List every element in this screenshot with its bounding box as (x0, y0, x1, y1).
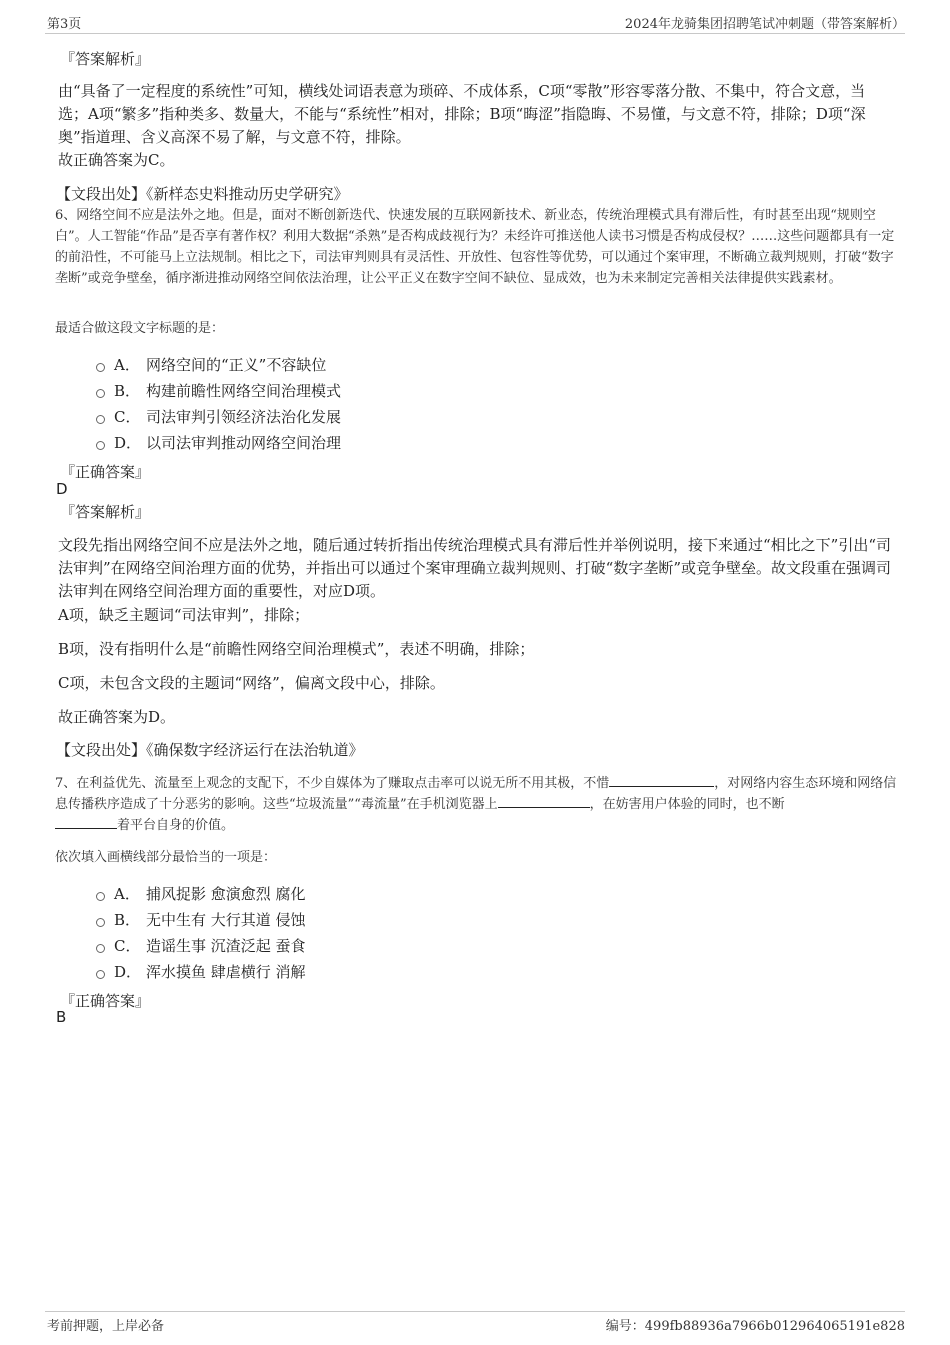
option-text: 无中生有 大行其道 侵蚀 (146, 911, 306, 929)
correct-answer: B (56, 1008, 67, 1026)
option-text: 以司法审判推动网络空间治理 (146, 434, 342, 452)
answer-blank (498, 794, 590, 808)
radio-icon[interactable] (96, 363, 105, 372)
answer-label: 『正确答案』 (60, 992, 151, 1010)
option-letter: B． (114, 382, 141, 400)
question-6-stem: 6、网络空间不应是法外之地。但是，面对不断创新迭代、快速发展的互联网新技术、新业态，传统治理模式具有滞后性，有时甚至出现“规则空白”。人工智能“作品”是否享有著作权？利用大数据“杀熟”是否构成歧视行为？未经许可推送他人读书习惯是否构成侵权？……这些问题都具有一定的前沿性，不可能马上立法规制。相比之下，司法审判则具有灵活性、开放性、包容性等优势，可以通过个案审理，不断确立裁判规则，打破“数字垄断”或竞争壁垒，循序渐进推动网络空间依法治理，让公平正义在数字空间不缺位、显成效，也为未来制定完善相关法律提供实践素材。 (55, 208, 895, 286)
radio-icon[interactable] (96, 970, 105, 979)
stem-part: ，在妨害用户体验的同时，也不断 (589, 797, 785, 812)
document-code: 编号：499fb88936a7966b012964065191e828 (605, 1319, 905, 1334)
question-6-option-c[interactable] (96, 406, 341, 427)
question-7-stem (55, 773, 900, 836)
analysis-option-c: C项，未包含文段的主题词“网络”，偏离文段中心，排除。 (58, 674, 445, 692)
footer-divider (45, 1311, 905, 1312)
question-6-option-b[interactable] (96, 380, 341, 401)
analysis-paragraph: 由“具备了一定程度的系统性”可知，横线处词语表意为琐碎、不成体系，C项“零散”形容零落分散、不集中，符合文意，当选；A项“繁多”指种类多、数量大，不能与“系统性”相对，排除；B项“晦涩”指隐晦、不易懂，与文意不符，排除；D项“深奥”指道理、含义高深不易了解，与文意不符，排除。 (58, 82, 866, 146)
radio-icon[interactable] (96, 441, 105, 450)
option-text: 浑水摸鱼 肆虐横行 消解 (146, 963, 306, 981)
option-letter: D． (114, 963, 142, 981)
stem-part: 着平台自身的价值。 (117, 818, 235, 833)
analysis-conclusion: 故正确答案为D。 (58, 708, 176, 726)
answer-blank (609, 773, 714, 787)
option-letter: D． (114, 434, 142, 452)
option-text: 构建前瞻性网络空间治理模式 (146, 382, 342, 400)
answer-blank (55, 815, 117, 829)
stem-part: ，对网络内容生态环境和网络信息传播秩序造成了十分恶劣的影响。这些“垃圾流量”“毒流量”在手机浏览器上 (55, 776, 897, 812)
source-citation: 【文段出处】《确保数字经济运行在法治轨道》 (56, 741, 364, 759)
answer-label: 『正确答案』 (60, 463, 151, 481)
header-divider (45, 33, 905, 34)
option-letter: B． (114, 911, 141, 929)
question-6-option-a[interactable] (96, 354, 326, 375)
analysis-paragraph: 文段先指出网络空间不应是法外之地，随后通过转折指出传统治理模式具有滞后性并举例说明，接下来通过“相比之下”引出“司法审判”在网络空间治理方面的优势，并指出可以通过个案审理确立裁判规则、打破“数字垄断”或竞争壁垒。故文段重在强调司法审判在网络空间治理方面的重要性，对应D项。 (58, 536, 892, 600)
option-letter: A． (114, 885, 140, 903)
analysis-conclusion: 故正确答案为C。 (58, 151, 175, 169)
option-text: 捕风捉影 愈演愈烈 腐化 (146, 885, 306, 903)
option-text: 造谣生事 沉渣泛起 蚕食 (146, 937, 306, 955)
radio-icon[interactable] (96, 918, 105, 927)
question-7-option-b[interactable] (96, 909, 306, 930)
analysis-option-b: B项，没有指明什么是“前瞻性网络空间治理模式”，表述不明确，排除； (58, 640, 535, 658)
document-title: 2024年龙骑集团招聘笔试冲刺题（带答案解析） (624, 17, 905, 32)
radio-icon[interactable] (96, 892, 105, 901)
question-6-prompt: 最适合做这段文字标题的是： (55, 321, 225, 336)
option-letter: C． (114, 408, 141, 426)
analysis-label: 『答案解析』 (60, 50, 151, 68)
option-text: 司法审判引领经济法治化发展 (146, 408, 342, 426)
option-letter: A． (114, 356, 140, 374)
correct-answer: D (56, 480, 68, 498)
radio-icon[interactable] (96, 415, 105, 424)
question-7-option-a[interactable] (96, 883, 306, 904)
footer-slogan: 考前押题，上岸必备 (47, 1319, 165, 1334)
question-7-option-d[interactable] (96, 961, 306, 982)
option-text: 网络空间的“正义”不容缺位 (146, 356, 327, 374)
analysis-option-a: A项，缺乏主题词“司法审判”，排除； (58, 606, 310, 624)
stem-part: 7、在利益优先、流量至上观念的支配下，不少自媒体为了赚取点击率可以说无所不用其极，不惜 (55, 776, 610, 791)
source-citation: 【文段出处】《新样态史料推动历史学研究》 (56, 185, 349, 203)
question-7-option-c[interactable] (96, 935, 306, 956)
analysis-label: 『答案解析』 (60, 503, 151, 521)
question-7-prompt: 依次填入画横线部分最恰当的一项是： (55, 850, 277, 865)
page-number: 第3页 (47, 17, 82, 32)
radio-icon[interactable] (96, 944, 105, 953)
option-letter: C． (114, 937, 141, 955)
radio-icon[interactable] (96, 389, 105, 398)
question-6-option-d[interactable] (96, 432, 341, 453)
